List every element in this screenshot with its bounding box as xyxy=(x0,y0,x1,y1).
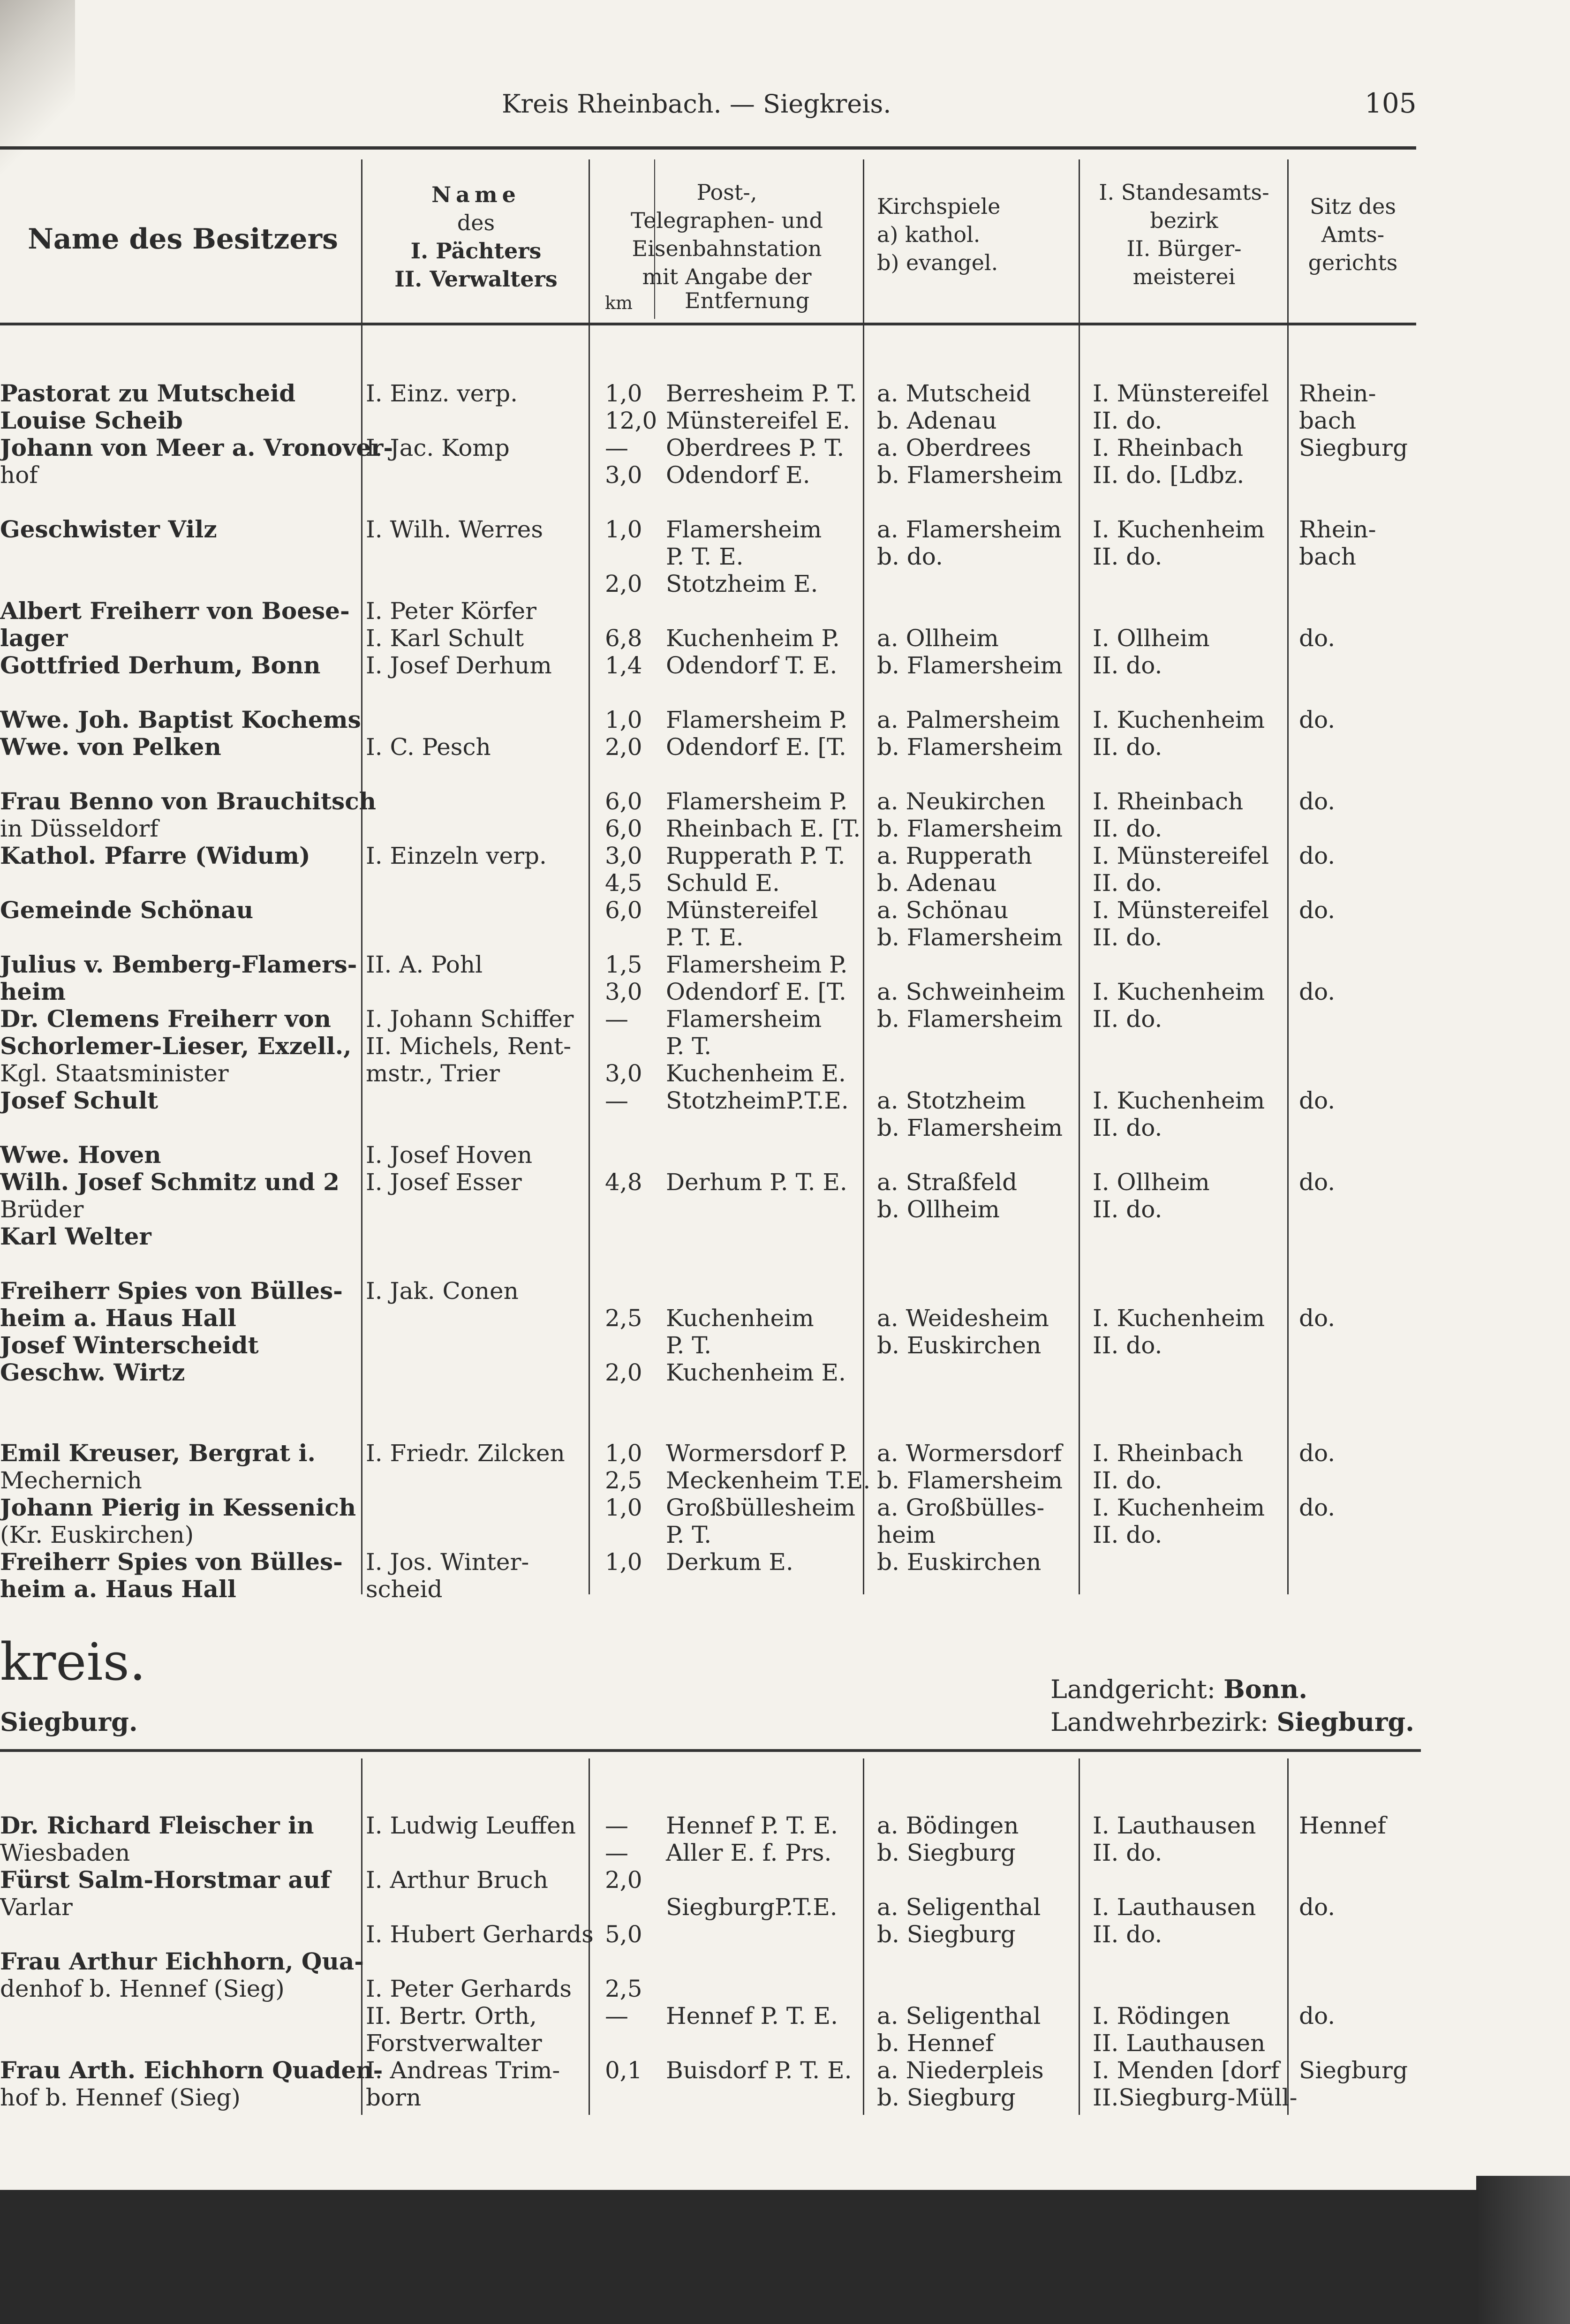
cell-paechter: I. Andreas Trim- xyxy=(366,2057,560,2084)
col-header-sitz xyxy=(1292,192,1414,277)
cell-km: 1,0 xyxy=(605,1494,642,1521)
cell-station: Kuchenheim xyxy=(666,1305,814,1332)
cell-kirchspiel: a. Flamersheim xyxy=(877,516,1062,543)
cell-station: Flamersheim xyxy=(666,1005,822,1033)
cell-amtsgericht: do. xyxy=(1299,2002,1336,2030)
landwehr-line xyxy=(1050,1707,1414,1737)
header-rule-bottom xyxy=(0,323,1416,325)
cell-paechter: I. Jak. Conen xyxy=(366,1277,519,1305)
cell-amtsgericht: do. xyxy=(1299,897,1336,924)
cell-besitzer: Varlar xyxy=(0,1894,73,1921)
cell-paechter: I. Peter Körfer xyxy=(366,597,537,625)
cell-kirchspiel: a. Weidesheim xyxy=(877,1305,1049,1332)
cell-besitzer: Frau Benno von Brauchitsch xyxy=(0,787,377,815)
cell-paechter: born xyxy=(366,2084,422,2111)
col-header-post-line1: Post-, xyxy=(696,180,757,205)
col-header-stand-line2: bezirk xyxy=(1150,208,1218,233)
cell-besitzer: Julius v. Bemberg-Flamers- xyxy=(0,951,357,978)
col-header-kirch-line2: a) kathol. xyxy=(877,222,981,247)
cell-besitzer: hof xyxy=(0,461,38,489)
cell-standesamt: II. do. [Ldbz. xyxy=(1093,461,1245,489)
col-header-stand-line4: meisterei xyxy=(1132,264,1236,289)
col-header-stand-line3: II. Bürger- xyxy=(1126,236,1242,261)
cell-besitzer: Schorlemer-Lieser, Exzell., xyxy=(0,1032,352,1060)
cell-km: 6,0 xyxy=(605,815,642,842)
cell-kirchspiel: a. Großbülles- xyxy=(877,1494,1045,1521)
cell-km: 2,5 xyxy=(605,1975,642,2002)
cell-besitzer: Freiherr Spies von Bülles- xyxy=(0,1548,343,1576)
landwehr-value: Siegburg. xyxy=(1276,1707,1414,1737)
cell-km: — xyxy=(605,1812,628,1839)
cell-kirchspiel: a. Oberdrees xyxy=(877,434,1031,461)
cell-amtsgericht: do. xyxy=(1299,625,1336,652)
cell-besitzer: Brüder xyxy=(0,1196,84,1223)
scan-edge-bottom-right xyxy=(1476,2176,1570,2324)
cell-besitzer: heim a. Haus Hall xyxy=(0,1304,236,1332)
cell-standesamt: II. do. xyxy=(1093,869,1162,897)
cell-kirchspiel: a. Mutscheid xyxy=(877,380,1031,407)
cell-paechter: II. A. Pohl xyxy=(366,951,483,978)
col-header-sitz-line2: Amts- xyxy=(1321,222,1385,247)
cell-kirchspiel: b. Flamersheim xyxy=(877,815,1063,842)
cell-station: Stotzheim E. xyxy=(666,570,818,597)
landgericht-label: Landgericht: xyxy=(1050,1675,1215,1704)
cell-station: P. T. E. xyxy=(666,924,744,951)
cell-amtsgericht: bach xyxy=(1299,543,1357,570)
cell-station: P. T. xyxy=(666,1332,712,1359)
cell-kirchspiel: a. Niederpleis xyxy=(877,2057,1044,2084)
cell-besitzer: lager xyxy=(0,624,68,652)
cell-standesamt: II. do. xyxy=(1093,1114,1162,1141)
cell-paechter: mstr., Trier xyxy=(366,1060,500,1087)
cell-km: 2,0 xyxy=(605,1359,642,1386)
cell-standesamt: I. Kuchenheim xyxy=(1093,1087,1265,1114)
landgericht-line xyxy=(1050,1674,1307,1704)
cell-standesamt: II.Siegburg-Müll- xyxy=(1093,2084,1298,2111)
cell-km: 6,8 xyxy=(605,625,642,652)
cell-km: 3,0 xyxy=(605,461,642,489)
col-header-stand-line1: I. Standesamts- xyxy=(1099,180,1269,205)
cell-standesamt: I. Rheinbach xyxy=(1093,1440,1244,1467)
cell-kirchspiel: b. Flamersheim xyxy=(877,1005,1063,1033)
cell-besitzer: (Kr. Euskirchen) xyxy=(0,1521,194,1548)
cell-besitzer: Emil Kreuser, Bergrat i. xyxy=(0,1439,316,1467)
cell-standesamt: I. Menden [dorf xyxy=(1093,2057,1280,2084)
cell-paechter: scheid xyxy=(366,1576,443,1603)
cell-besitzer: Albert Freiherr von Boese- xyxy=(0,597,350,625)
cell-kirchspiel: b. Siegburg xyxy=(877,2084,1016,2111)
cell-paechter: I. Josef Esser xyxy=(366,1169,522,1196)
cell-paechter: I. Friedr. Zilcken xyxy=(366,1440,565,1467)
cell-amtsgericht: do. xyxy=(1299,1440,1336,1467)
section-subtitle: Siegburg. xyxy=(0,1707,138,1737)
col-header-name-line2: des xyxy=(457,210,495,235)
cell-kirchspiel: a. Stotzheim xyxy=(877,1087,1026,1114)
cell-paechter: II. Michels, Rent- xyxy=(366,1033,572,1060)
col-header-entfernung: Entfernung xyxy=(685,288,810,313)
cell-standesamt: II. Lauthausen xyxy=(1093,2030,1266,2057)
col-header-stand xyxy=(1083,178,1285,291)
cell-standesamt: I. Lauthausen xyxy=(1093,1894,1256,1921)
cell-amtsgericht: Siegburg xyxy=(1299,434,1408,461)
cell-km: 1,0 xyxy=(605,1440,642,1467)
cell-besitzer: Gemeinde Schönau xyxy=(0,896,254,924)
cell-station: Hennef P. T. E. xyxy=(666,2002,838,2030)
cell-besitzer: Dr. Richard Fleischer in xyxy=(0,1811,314,1839)
page-number: 105 xyxy=(1365,87,1417,119)
cell-kirchspiel: a. Seligenthal xyxy=(877,2002,1041,2030)
cell-amtsgericht: do. xyxy=(1299,1087,1336,1114)
cell-station: Odendorf T. E. xyxy=(666,652,838,679)
cell-km: 1,0 xyxy=(605,380,642,407)
cell-km: 3,0 xyxy=(605,1060,642,1087)
cell-station: Odendorf E. [T. xyxy=(666,733,846,761)
cell-besitzer: Geschwister Vilz xyxy=(0,515,217,543)
cell-km: — xyxy=(605,1005,628,1033)
cell-amtsgericht: bach xyxy=(1299,407,1357,434)
cell-standesamt: II. do. xyxy=(1093,1467,1162,1494)
cell-kirchspiel: b. Siegburg xyxy=(877,1839,1016,1866)
col-divider-3 xyxy=(863,159,864,1594)
cell-standesamt: I. Rheinbach xyxy=(1093,434,1244,461)
cell-besitzer: heim xyxy=(0,978,66,1005)
cell-km: — xyxy=(605,2002,628,2030)
cell-standesamt: II. do. xyxy=(1093,1521,1162,1548)
scan-edge-bottom xyxy=(0,2190,1570,2324)
cell-besitzer: in Düsseldorf xyxy=(0,815,159,842)
cell-kirchspiel: a. Straßfeld xyxy=(877,1169,1018,1196)
cell-besitzer: hof b. Hennef (Sieg) xyxy=(0,2084,241,2111)
cell-standesamt: II. do. xyxy=(1093,1839,1162,1866)
cell-amtsgericht: do. xyxy=(1299,842,1336,869)
cell-kirchspiel: a. Ollheim xyxy=(877,625,999,652)
cell-besitzer: Pastorat zu Mutscheid xyxy=(0,379,296,407)
cell-km: 1,0 xyxy=(605,516,642,543)
cell-station: Berresheim P. T. xyxy=(666,380,857,407)
cell-standesamt: I. Kuchenheim xyxy=(1093,978,1265,1005)
cell-km: 1,4 xyxy=(605,652,642,679)
cell-kirchspiel: a. Schönau xyxy=(877,897,1009,924)
cell-standesamt: I. Münstereifel xyxy=(1093,842,1269,869)
cell-besitzer: Josef Winterscheidt xyxy=(0,1331,259,1359)
cell-besitzer: Wiesbaden xyxy=(0,1839,130,1866)
cell-paechter: I. Ludwig Leuffen xyxy=(366,1812,576,1839)
cell-standesamt: I. Ollheim xyxy=(1093,1169,1210,1196)
cell-paechter: I. Josef Derhum xyxy=(366,652,552,679)
cell-paechter: I. Einz. verp. xyxy=(366,380,518,407)
cell-besitzer: Dr. Clemens Freiherr von xyxy=(0,1005,331,1033)
col-header-post xyxy=(591,178,863,291)
col-header-name xyxy=(366,181,586,293)
cell-kirchspiel: b. Flamersheim xyxy=(877,733,1063,761)
cell-besitzer: Josef Schult xyxy=(0,1087,159,1114)
lower-col-divider-5 xyxy=(1287,1758,1289,2115)
col-header-name-line1: Name xyxy=(431,182,521,207)
cell-km: 3,0 xyxy=(605,978,642,1005)
cell-station: P. T. xyxy=(666,1521,712,1548)
cell-station: Buisdorf P. T. E. xyxy=(666,2057,852,2084)
col-header-kirch xyxy=(868,192,1083,277)
cell-standesamt: II. do. xyxy=(1093,407,1162,434)
cell-station: SiegburgP.T.E. xyxy=(666,1894,838,1921)
cell-standesamt: I. Rheinbach xyxy=(1093,788,1244,815)
cell-station: P. T. E. xyxy=(666,543,744,570)
cell-besitzer: Karl Welter xyxy=(0,1222,151,1250)
cell-kirchspiel: a. Palmersheim xyxy=(877,706,1060,733)
cell-station: Oberdrees P. T. xyxy=(666,434,845,461)
cell-station: Großbüllesheim xyxy=(666,1494,855,1521)
cell-besitzer: heim a. Haus Hall xyxy=(0,1575,236,1603)
cell-paechter: I. Hubert Gerhards xyxy=(366,1921,594,1948)
cell-kirchspiel: b. Hennef xyxy=(877,2030,994,2057)
cell-amtsgericht: do. xyxy=(1299,978,1336,1005)
cell-paechter: I. Karl Schult xyxy=(366,625,524,652)
cell-besitzer: Fürst Salm-Horstmar auf xyxy=(0,1866,331,1894)
cell-paechter: II. Bertr. Orth, xyxy=(366,2002,537,2030)
cell-kirchspiel: b. Ollheim xyxy=(877,1196,1000,1223)
cell-station: Flamersheim P. xyxy=(666,788,848,815)
col-header-besitzer: Name des Besitzers xyxy=(28,223,338,256)
cell-km: 6,0 xyxy=(605,897,642,924)
cell-km: 12,0 xyxy=(605,407,657,434)
cell-besitzer: Mechernich xyxy=(0,1467,142,1494)
cell-kirchspiel: b. Euskirchen xyxy=(877,1548,1042,1576)
cell-besitzer: Kathol. Pfarre (Widum) xyxy=(0,842,310,869)
col-divider-4 xyxy=(1079,159,1080,1594)
cell-paechter: I. C. Pesch xyxy=(366,733,491,761)
cell-standesamt: I. Münstereifel xyxy=(1093,380,1269,407)
cell-besitzer: Wwe. Joh. Baptist Kochems xyxy=(0,706,361,733)
cell-km: 4,5 xyxy=(605,869,642,897)
cell-besitzer: Johann Pierig in Kessenich xyxy=(0,1494,356,1521)
cell-standesamt: II. do. xyxy=(1093,1196,1162,1223)
cell-standesamt: I. Ollheim xyxy=(1093,625,1210,652)
cell-kirchspiel: b. Flamersheim xyxy=(877,1114,1063,1141)
cell-standesamt: I. Kuchenheim xyxy=(1093,706,1265,733)
cell-km: — xyxy=(605,1839,628,1866)
cell-standesamt: II. do. xyxy=(1093,1921,1162,1948)
cell-km: 5,0 xyxy=(605,1921,642,1948)
cell-amtsgericht: do. xyxy=(1299,1169,1336,1196)
cell-station: Derkum E. xyxy=(666,1548,793,1576)
cell-km: 3,0 xyxy=(605,842,642,869)
cell-km: 4,8 xyxy=(605,1169,642,1196)
cell-standesamt: II. do. xyxy=(1093,1332,1162,1359)
cell-besitzer: Kgl. Staatsminister xyxy=(0,1060,229,1087)
cell-kirchspiel: b. Flamersheim xyxy=(877,461,1063,489)
cell-kirchspiel: b. Adenau xyxy=(877,869,997,897)
lower-col-divider-4 xyxy=(1079,1758,1080,2115)
cell-station: Wormersdorf P. xyxy=(666,1440,848,1467)
col-header-kirch-line3: b) evangel. xyxy=(877,250,998,275)
cell-kirchspiel: b. Flamersheim xyxy=(877,924,1063,951)
cell-amtsgericht: do. xyxy=(1299,706,1336,733)
cell-km: — xyxy=(605,1087,628,1114)
cell-standesamt: I. Rödingen xyxy=(1093,2002,1230,2030)
cell-standesamt: I. Kuchenheim xyxy=(1093,1305,1265,1332)
cell-kirchspiel: b. Flamersheim xyxy=(877,1467,1063,1494)
cell-kirchspiel: b. Siegburg xyxy=(877,1921,1016,1948)
cell-station: Odendorf E. xyxy=(666,461,810,489)
cell-station: StotzheimP.T.E. xyxy=(666,1087,849,1114)
lower-col-divider-3 xyxy=(863,1758,864,2115)
cell-besitzer: Louise Scheib xyxy=(0,407,183,434)
cell-km: 0,1 xyxy=(605,2057,642,2084)
running-header: Kreis Rheinbach. — Siegkreis. xyxy=(502,89,891,119)
col-divider-5 xyxy=(1287,159,1289,1594)
cell-paechter: Forstverwalter xyxy=(366,2030,542,2057)
cell-besitzer: Wilh. Josef Schmitz und 2 xyxy=(0,1168,340,1196)
cell-km: 1,0 xyxy=(605,1548,642,1576)
cell-station: Kuchenheim P. xyxy=(666,625,840,652)
cell-standesamt: I. Kuchenheim xyxy=(1093,1494,1265,1521)
cell-kirchspiel: heim xyxy=(877,1521,936,1548)
cell-paechter: I. Arthur Bruch xyxy=(366,1866,548,1894)
cell-station: Münstereifel xyxy=(666,897,818,924)
cell-km: 2,5 xyxy=(605,1467,642,1494)
col-header-km: km xyxy=(605,293,633,313)
col-divider-1 xyxy=(361,159,362,1594)
cell-station: Odendorf E. [T. xyxy=(666,978,846,1005)
cell-besitzer: denhof b. Hennef (Sieg) xyxy=(0,1975,285,2002)
cell-amtsgericht: Rhein- xyxy=(1299,380,1376,407)
cell-kirchspiel: a. Seligenthal xyxy=(877,1894,1041,1921)
cell-standesamt: II. do. xyxy=(1093,543,1162,570)
cell-station: Kuchenheim E. xyxy=(666,1359,846,1386)
cell-km: — xyxy=(605,434,628,461)
cell-kirchspiel: b. Adenau xyxy=(877,407,997,434)
cell-station: Aller E. f. Prs. xyxy=(666,1839,832,1866)
cell-amtsgericht: do. xyxy=(1299,1894,1336,1921)
col-header-post-line2: Telegraphen- und xyxy=(631,208,823,233)
cell-station: Hennef P. T. E. xyxy=(666,1812,838,1839)
col-header-name-line4: II. Verwalters xyxy=(394,266,558,292)
cell-station: Münstereifel E. xyxy=(666,407,850,434)
scan-edge-top-left xyxy=(0,0,75,178)
cell-kirchspiel: b. Flamersheim xyxy=(877,652,1063,679)
cell-station: Rupperath P. T. xyxy=(666,842,845,869)
cell-paechter: I. Jos. Winter- xyxy=(366,1548,529,1576)
cell-km: 2,0 xyxy=(605,570,642,597)
cell-paechter: I. Einzeln verp. xyxy=(366,842,547,869)
col-header-sitz-line1: Sitz des xyxy=(1310,194,1396,219)
cell-besitzer: Johann von Meer a. Vronover- xyxy=(0,434,393,461)
lower-rule-top xyxy=(0,1749,1421,1752)
cell-amtsgericht: do. xyxy=(1299,1494,1336,1521)
cell-km: 1,0 xyxy=(605,706,642,733)
col-header-kirch-line1: Kirchspiele xyxy=(877,194,1001,219)
cell-station: P. T. xyxy=(666,1033,712,1060)
cell-paechter: I. Josef Hoven xyxy=(366,1141,533,1169)
cell-station: Kuchenheim E. xyxy=(666,1060,846,1087)
cell-km: 1,5 xyxy=(605,951,642,978)
cell-besitzer: Frau Arth. Eichhorn Quaden- xyxy=(0,2056,383,2084)
cell-amtsgericht: do. xyxy=(1299,788,1336,815)
col-header-name-line3: I. Pächters xyxy=(410,238,542,264)
section-title: kreis. xyxy=(0,1632,146,1692)
header-rule-top xyxy=(0,146,1416,150)
cell-amtsgericht: Hennef xyxy=(1299,1812,1386,1839)
col-header-post-line3: Eisenbahnstation xyxy=(632,236,822,261)
cell-paechter: I. Peter Gerhards xyxy=(366,1975,572,2002)
cell-station: Rheinbach E. [T. xyxy=(666,815,861,842)
cell-kirchspiel: b. Euskirchen xyxy=(877,1332,1042,1359)
cell-station: Flamersheim P. xyxy=(666,951,848,978)
cell-paechter: I. Johann Schiffer xyxy=(366,1005,574,1033)
cell-standesamt: I. Münstereifel xyxy=(1093,897,1269,924)
cell-station: Schuld E. xyxy=(666,869,780,897)
cell-standesamt: II. do. xyxy=(1093,733,1162,761)
cell-besitzer: Gottfried Derhum, Bonn xyxy=(0,651,321,679)
cell-paechter: I. Jac. Komp xyxy=(366,434,510,461)
cell-besitzer: Freiherr Spies von Bülles- xyxy=(0,1277,343,1305)
cell-standesamt: II. do. xyxy=(1093,1005,1162,1033)
cell-standesamt: I. Kuchenheim xyxy=(1093,516,1265,543)
cell-kirchspiel: a. Schweinheim xyxy=(877,978,1065,1005)
col-header-sitz-line3: gerichts xyxy=(1308,250,1398,275)
cell-standesamt: II. do. xyxy=(1093,652,1162,679)
cell-besitzer: Frau Arthur Eichhorn, Qua- xyxy=(0,1947,364,1975)
cell-station: Flamersheim P. xyxy=(666,706,848,733)
cell-standesamt: II. do. xyxy=(1093,815,1162,842)
landgericht-value: Bonn. xyxy=(1223,1674,1308,1704)
cell-station: Meckenheim T.E. xyxy=(666,1467,871,1494)
cell-km: 2,0 xyxy=(605,1866,642,1894)
col-header-post-line4: mit Angabe der xyxy=(642,264,812,289)
col-divider-2 xyxy=(589,159,590,1594)
cell-paechter: I. Wilh. Werres xyxy=(366,516,543,543)
cell-kirchspiel: b. do. xyxy=(877,543,943,570)
cell-km: 2,0 xyxy=(605,733,642,761)
cell-besitzer: Wwe. Hoven xyxy=(0,1141,161,1169)
cell-km: 6,0 xyxy=(605,788,642,815)
landwehr-label: Landwehrbezirk: xyxy=(1050,1707,1269,1737)
cell-kirchspiel: a. Bödingen xyxy=(877,1812,1019,1839)
cell-kirchspiel: a. Wormersdorf xyxy=(877,1440,1062,1467)
cell-besitzer: Geschw. Wirtz xyxy=(0,1358,185,1386)
cell-besitzer: Wwe. von Pelken xyxy=(0,733,221,761)
cell-station: Flamersheim xyxy=(666,516,822,543)
cell-amtsgericht: do. xyxy=(1299,1305,1336,1332)
cell-kirchspiel: a. Rupperath xyxy=(877,842,1033,869)
cell-station: Derhum P. T. E. xyxy=(666,1169,847,1196)
cell-standesamt: I. Lauthausen xyxy=(1093,1812,1256,1839)
cell-standesamt: II. do. xyxy=(1093,924,1162,951)
cell-kirchspiel: a. Neukirchen xyxy=(877,788,1046,815)
cell-amtsgericht: Rhein- xyxy=(1299,516,1376,543)
cell-amtsgericht: Siegburg xyxy=(1299,2057,1408,2084)
cell-km: 2,5 xyxy=(605,1305,642,1332)
